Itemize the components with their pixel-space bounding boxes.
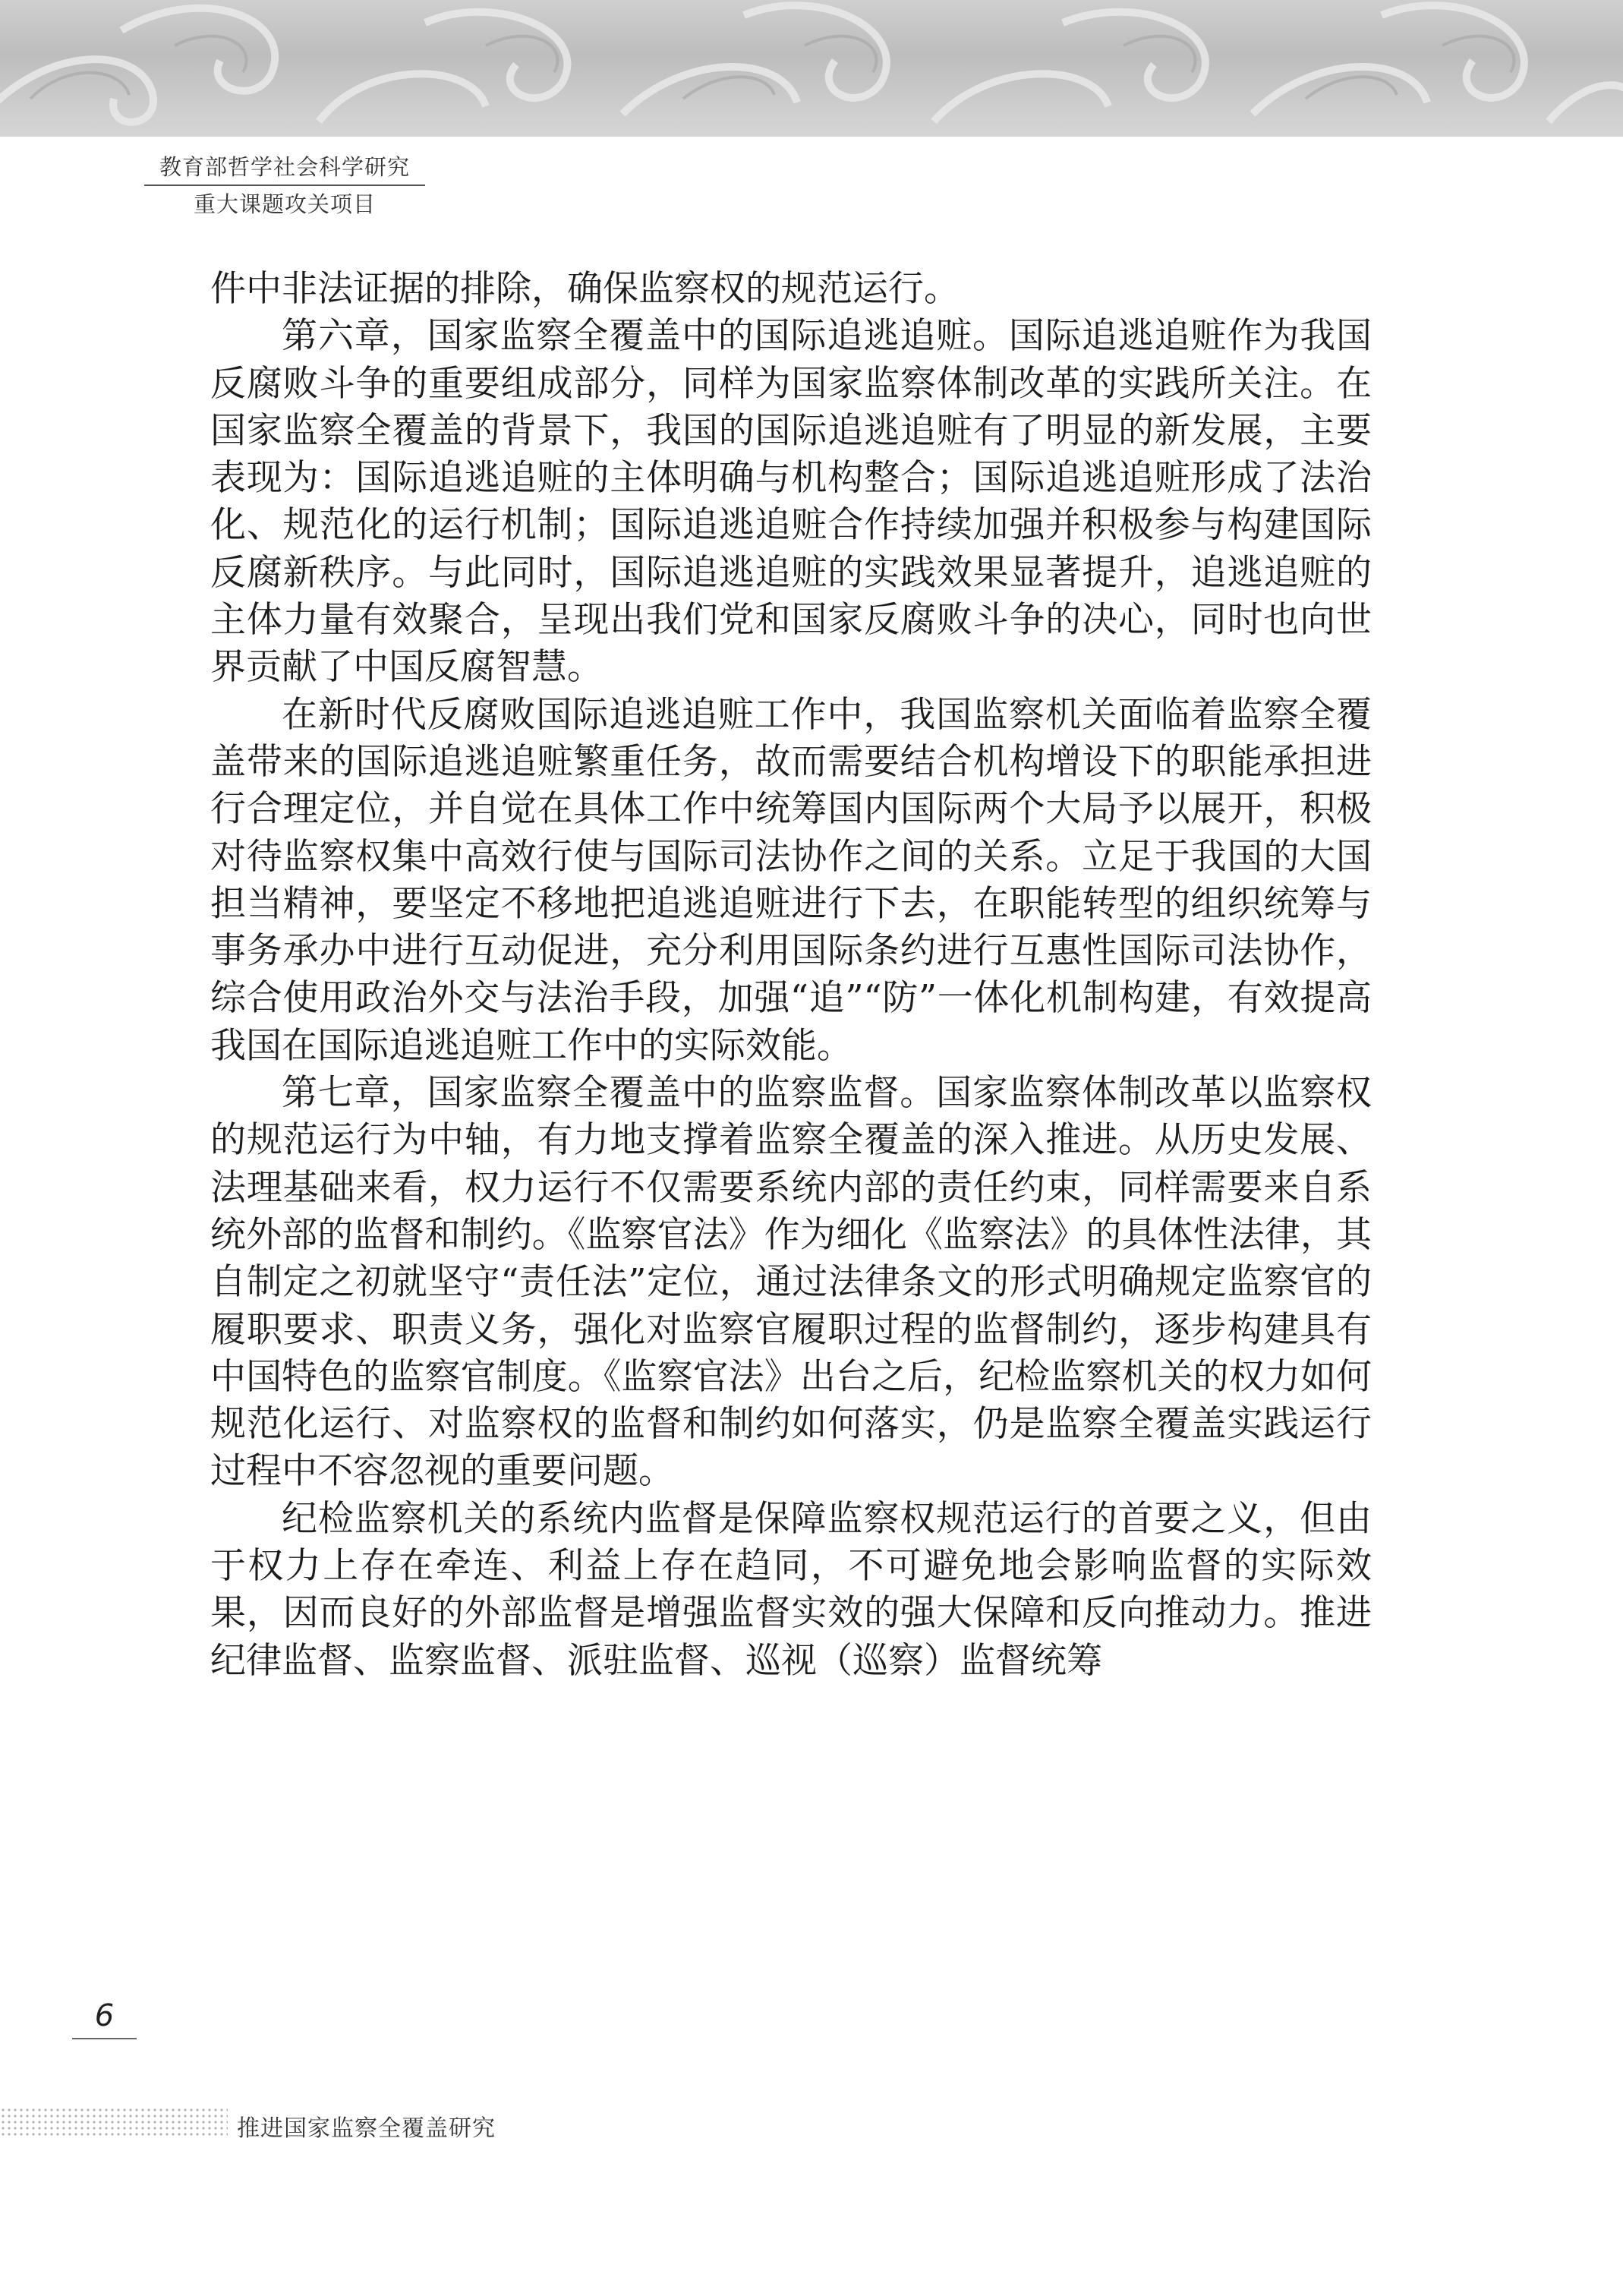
cloud-pattern-icon	[0, 0, 1623, 137]
paragraph: 在新时代反腐败国际追逃追赃工作中，我国监察机关面临着监察全覆盖带来的国际追逃追赃繁重任务，故而需要结合机构增设下的职能承担进行合理定位，并自觉在具体工作中统筹国内国际两个大局予以展开，积极对待监察权集中高效行使与国际司法协作之间的关系。立足于我国的大国担当精神，要坚定不移地把追逃追赃进行下去，在职能转型的组织统筹与事务承办中进行互动促进，充分利用国际条约进行互惠性国际司法协作，综合使用政治外交与法治手段，加强“追”“防”一体化机制构建，有效提高我国在国际追逃追赃工作中的实际效能。	[210, 693, 1372, 1067]
body-text	[210, 266, 1372, 1685]
paragraph: 第七章，国家监察全覆盖中的监察监督。国家监察体制改革以监察权的规范运行为中轴，有力地支撑着监察全覆盖的深入推进。从历史发展、法理基础来看，权力运行不仅需要系统内部的责任约束，同样需要来自系统外部的监督和制约。《监察官法》作为细化《监察法》的具体性法律，其自制定之初就坚守“责任法”定位，通过法律条文的形式明确规定监察官的履职要求、职责义务，强化对监察官履职过程的监督制约，逐步构建具有中国特色的监察官制度。《监察官法》出台之后，纪检监察机关的权力如何规范化运行、对监察权的监督和制约如何落实，仍是监察全覆盖实践运行过程中不容忽视的重要问题。	[210, 1072, 1372, 1493]
page-number: 6	[72, 1998, 137, 2039]
series-title-line2: 重大课题攻关项目	[193, 191, 376, 217]
paragraph: 纪检监察机关的系统内监督是保障监察权规范运行的首要之义，但由于权力上存在牵连、利益上存在趋同，不可避免地会影响监督的实际效果，因而良好的外部监督是增强监督实效的强大保障和反向推动力。推进纪律监督、监察监督、派驻监督、巡视（巡察）监督统筹	[210, 1497, 1372, 1682]
footer-book-title: 推进国家监察全覆盖研究	[237, 2115, 496, 2142]
series-title-line1: 教育部哲学社会科学研究	[144, 150, 425, 186]
series-header	[144, 150, 425, 219]
paragraph: 第六章，国家监察全覆盖中的国际追逃追赃。国际追逃追赃作为我国反腐败斗争的重要组成部分，同样为国家监察体制改革的实践所关注。在国家监察全覆盖的背景下，我国的国际追逃追赃有了明显的新发展，主要表现为：国际追逃追赃的主体明确与机构整合；国际追逃追赃形成了法治化、规范化的运行机制；国际追逃追赃合作持续加强并积极参与构建国际反腐新秩序。与此同时，国际追逃追赃的实践效果显著提升，追逃追赃的主体力量有效聚合，呈现出我们党和国家反腐败斗争的决心，同时也向世界贡献了中国反腐智慧。	[210, 315, 1372, 689]
cloud-banner	[0, 0, 1623, 137]
paragraph: 件中非法证据的排除，确保监察权的规范运行。	[210, 268, 960, 310]
footer-dot-pattern	[0, 2107, 228, 2137]
